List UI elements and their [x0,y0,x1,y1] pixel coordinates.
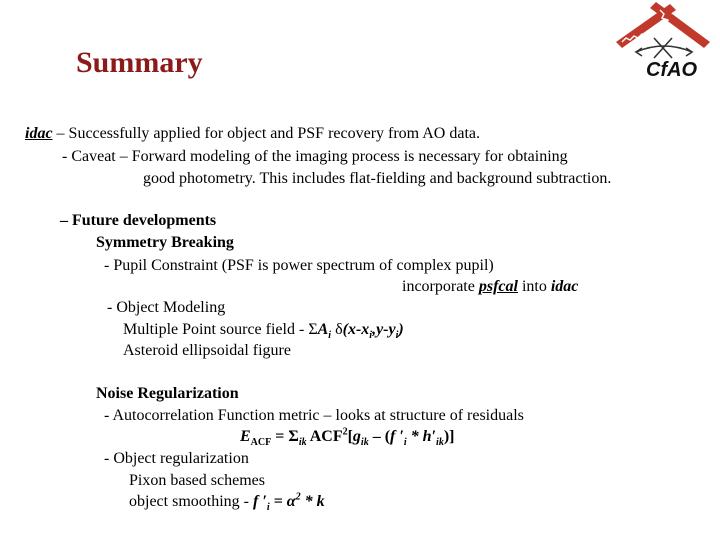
acf-metric-line: - Autocorrelation Function metric – looks at structure of residuals [104,407,524,424]
acf-formula: $E_{ACF} = \Sigma_{ik}$ $ACF^2[g_{ik} - (f$ $'_i * h'_{ik}$)] [240,426,455,449]
incorporate-text: incorporate [402,278,479,295]
point-source-formula: $\Sigma A_i$ $\delta(x-x_i,y-y_i)$ [308,321,404,342]
cfao-logo-icon [612,2,718,80]
symmetry-breaking-heading: Symmetry Breaking [96,234,234,251]
smoothing-formula: f $'_i = \alpha^2 * k$ [252,491,325,514]
noise-regularization-heading: Noise Regularization [96,385,239,402]
cfao-logo [612,2,718,80]
idac-term: idac [25,125,53,142]
into-text: into [517,278,551,295]
object-smoothing-line [129,492,325,512]
future-developments-heading: – Future developments [60,212,217,229]
idac-term-2: idac [550,278,579,295]
pupil-constraint-line: - Pupil Constraint (PSF is power spectrum of complex pupil) [104,257,494,274]
caveat-line-1: - Caveat – Forward modeling of the imaging process is necessary for obtaining [62,148,568,165]
object-smoothing-text: object smoothing - [129,493,253,510]
pixon-line: Pixon based schemes [129,472,265,489]
multiple-point-text: Multiple Point source field - [123,321,309,338]
cfao-logo-text: CfAO [646,59,698,80]
red-beams-icon [616,2,710,48]
page-title: Summary [76,46,203,79]
idac-description: – Successfully applied for object and PSF recovery from AO data. [52,125,480,142]
multiple-point-line [123,320,404,340]
asteroid-line: Asteroid ellipsoidal figure [123,342,291,359]
object-regularization-line: - Object regularization [104,450,249,467]
idac-summary-line [25,124,480,144]
psfcal-term: psfcal [478,278,518,295]
object-modeling-line: - Object Modeling [107,299,226,316]
caveat-line-2: good photometry. This includes flat-fielding and background subtraction. [143,170,612,187]
incorporate-psfcal-line [402,277,578,297]
